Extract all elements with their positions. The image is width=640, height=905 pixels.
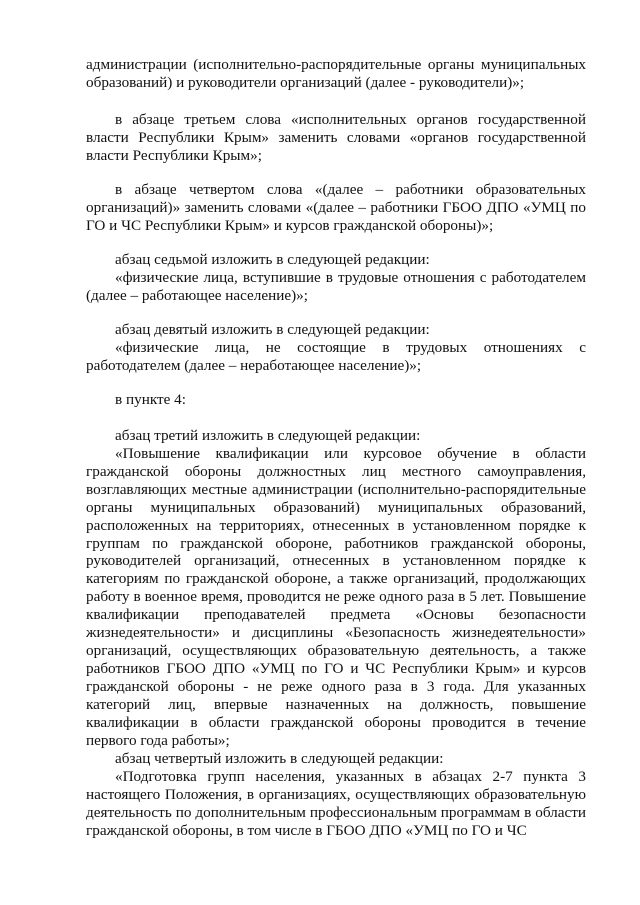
paragraph-1: администрации (исполнительно-распорядительные органы муниципальных образований) и руководители организаций (далее - руководители)»; [86, 56, 586, 91]
paragraph-2: в абзаце третьем слова «исполнительных органов государственной власти Республики Крым» заменить словами «органов государственной власти Республики Крым»; [86, 111, 586, 164]
paragraph-6: абзац девятый изложить в следующей редакции: [115, 321, 430, 338]
paragraph-11: абзац четвертый изложить в следующей редакции: [115, 750, 444, 767]
paragraph-8: в пункте 4: [115, 391, 186, 408]
paragraph-4: абзац седьмой изложить в следующей редакции: [115, 251, 430, 268]
paragraph-12: «Подготовка групп населения, указанных в абзацах 2-7 пункта 3 настоящего Положения, в организациях, осуществляющих образовательную деятельность по дополнительным профессиональным программам в области гражданской обороны, в том числе в ГБОО ДПО «УМЦ по ГО и ЧС [86, 768, 586, 839]
paragraph-10: «Повышение квалификации или курсовое обучение в области гражданской обороны должностных лиц местного самоуправления, возглавляющих местные администрации (исполнительно-распорядительные органы муниципальных образований) муниципальных образований, расположенных на территориях, отнесенных в установленном порядке к группам по гражданской обороне, работников гражданской обороны, руководителей организаций, отнесенных в установленном порядке к категориям по гражданской обороне, а также организаций, продолжающих работу в военное время, проводится не реже одного раза в 5 лет. Повышение квалификации преподавателей предмета «Основы безопасности жизнедеятельности» и дисциплины «Безопасность жизнедеятельности» организаций, осуществляющих образовательную деятельность, а также работников ГБОО ДПО «УМЦ по ГО и ЧС Республики Крым» и курсов гражданской обороны - не реже одного раза в 3 года. Для указанных категорий лиц, впервые назначенных на должность, повышение квалификации в области гражданской обороны проводится в течение первого года работы»; [86, 445, 586, 749]
paragraph-7: «физические лица, не состоящие в трудовых отношениях с работодателем (далее – неработающее население)»; [86, 339, 586, 374]
paragraph-9: абзац третий изложить в следующей редакции: [115, 427, 421, 444]
paragraph-3: в абзаце четвертом слова «(далее – работники образовательных организаций)» заменить словами «(далее – работники ГБОО ДПО «УМЦ по ГО и ЧС Республики Крым» и курсов гражданской обороны)»; [86, 181, 586, 234]
paragraph-5: «физические лица, вступившие в трудовые отношения с работодателем (далее – работающее население)»; [86, 269, 586, 304]
